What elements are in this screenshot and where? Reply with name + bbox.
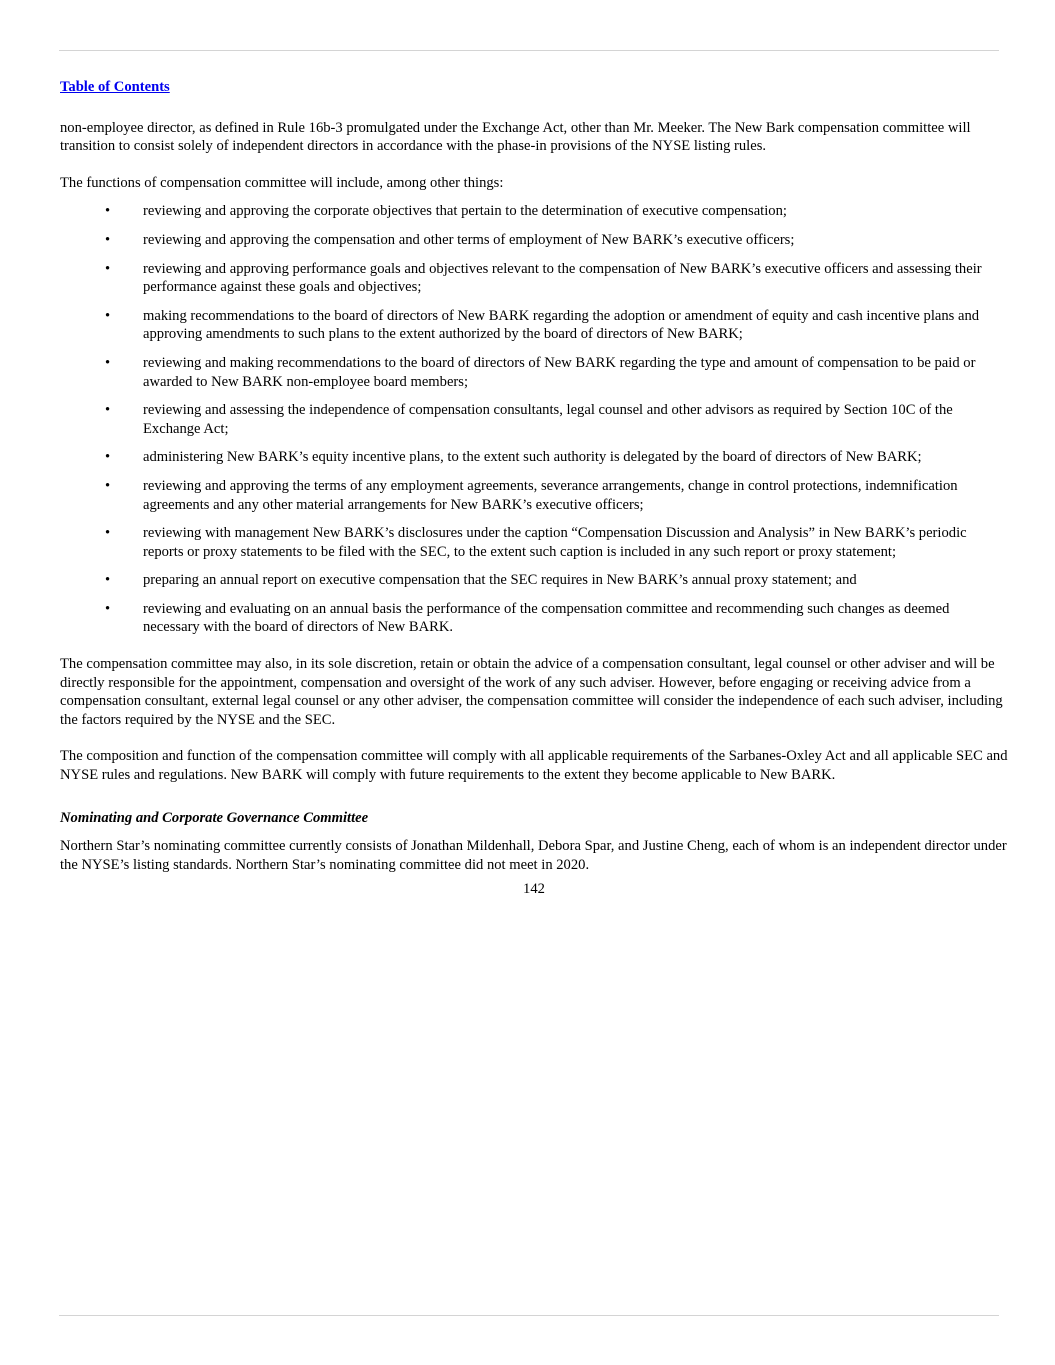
list-item-text: reviewing and making recommendations to the board of directors of New BARK regarding the type and amount of compensation to be paid or awarded to New BARK non-employee board members; xyxy=(143,354,976,390)
bullet-marker: • xyxy=(105,260,111,277)
list-item-text: reviewing and approving the corporate objectives that pertain to the determination of executive compensation; xyxy=(143,203,787,220)
list-item-text: administering New BARK’s equity incentive plans, to the extent such authority is delegated by the board of directors of New BARK; xyxy=(143,449,922,466)
footer-divider xyxy=(59,1315,999,1316)
bullet-marker: • xyxy=(105,449,111,466)
advisers-paragraph: The compensation committee may also, in its sole discretion, retain or obtain the advice of a compensation consultant, legal counsel or other adviser and will be directly responsible for the appointment, compensation and oversight of the work of any such adviser. However, before engaging or receiving advice from a compensation consultant, external legal counsel or any other adviser, the compensation committee will consider the independence of each such adviser, including the factors required by the NYSE and the SEC. xyxy=(60,656,1003,728)
list-item-text: reviewing and assessing the independence of compensation consultants, legal counsel and other advisors as required by Section 10C of the Exchange Act; xyxy=(143,402,953,437)
list-item xyxy=(60,307,1008,344)
list-item-text: making recommendations to the board of directors of New BARK regarding the adoption or amendment of equity and cash incentive plans and approving amendments to such plans to the extent authorized by the board of directors of New BARK; xyxy=(143,307,980,343)
bullet-marker: • xyxy=(105,477,111,494)
functions-lead-paragraph: The functions of compensation committee will include, among other things: xyxy=(60,174,504,191)
bullet-marker: • xyxy=(105,600,111,617)
bullet-marker: • xyxy=(105,402,111,419)
table-of-contents-link[interactable]: Table of Contents xyxy=(60,79,170,95)
list-item-text: reviewing with management New BARK’s disclosures under the caption “Compensation Discussion and Analysis” in New BARK’s periodic reports or proxy statements to be filed with the SEC, to the extent such caption is included in any such report or proxy statement; xyxy=(143,525,967,560)
composition-paragraph: The composition and function of the compensation committee will comply with all applicable requirements of the Sarbanes-Oxley Act and all applicable SEC and NYSE rules and regulations. New BARK will comply with future requirements to the extent they become applicable to New BARK. xyxy=(60,748,1008,784)
intro-paragraph: non-employee director, as defined in Rule 16b-3 promulgated under the Exchange Act, other than Mr. Meeker. The New Bark compensation committee will transition to consist solely of independent directors in accordance with the phase-in provisions of the NYSE listing rules. xyxy=(60,119,971,155)
list-item xyxy=(60,571,1008,590)
list-item xyxy=(60,448,1008,467)
list-item-text: reviewing and evaluating on an annual basis the performance of the compensation committee and recommending such changes as deemed necessary with the board of directors of New BARK. xyxy=(143,600,950,636)
list-item xyxy=(60,600,1008,637)
list-item xyxy=(60,260,1008,297)
list-item-text: preparing an annual report on executive compensation that the SEC requires in New BARK’s annual proxy statement; and xyxy=(143,572,857,589)
bullet-marker: • xyxy=(105,203,111,220)
bullet-marker: • xyxy=(105,525,111,542)
bullet-marker: • xyxy=(105,572,111,589)
nominating-committee-heading: Nominating and Corporate Governance Committee xyxy=(60,809,369,826)
list-item-text: reviewing and approving the terms of any employment agreements, severance arrangements, change in control protections, indemnification agreements and any other material arrangements for New BARK’s executive officers; xyxy=(143,477,958,513)
page-number: 142 xyxy=(523,881,545,898)
bullet-marker: • xyxy=(105,354,111,371)
list-item-text: reviewing and approving performance goals and objectives relevant to the compensation of New BARK’s executive officers and assessing their performance against these goals and objectives; xyxy=(143,260,982,296)
document-body xyxy=(60,78,1008,899)
list-item xyxy=(60,202,1008,221)
header-divider xyxy=(59,50,999,51)
nominating-paragraph: Northern Star’s nominating committee currently consists of Jonathan Mildenhall, Debora Spar, and Justine Cheng, each of whom is an independent director under the NYSE’s listing standards. Northern Star’s nominating committee did not meet in 2020. xyxy=(60,838,1007,873)
bullet-marker: • xyxy=(105,307,111,324)
list-item-text: reviewing and approving the compensation and other terms of employment of New BARK’s executive officers; xyxy=(143,231,795,248)
list-item xyxy=(60,477,1008,514)
bullet-marker: • xyxy=(105,231,111,248)
list-item xyxy=(60,354,1008,391)
list-item xyxy=(60,524,1008,561)
list-item xyxy=(60,401,1008,438)
functions-bullet-list xyxy=(60,202,1008,637)
list-item xyxy=(60,231,1008,250)
